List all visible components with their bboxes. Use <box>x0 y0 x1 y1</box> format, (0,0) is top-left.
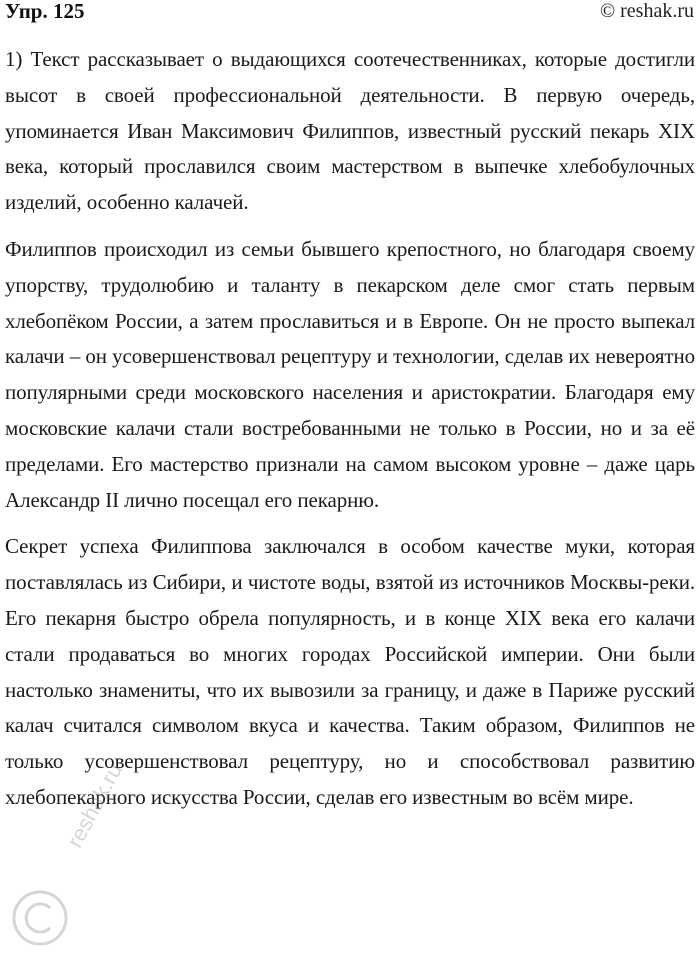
exercise-title: Упр. 125 <box>5 0 85 23</box>
paragraph-1: 1) Текст рассказывает о выдающихся соотечественниках, которые достигли высот в своей профессиональной деятельности. В первую очередь, упоминается Иван Максимович Филиппов, известный русский пекарь XIX века, который прославился своим мастерством в выпечке хлебобулочных изделий, особенно калачей. <box>5 47 695 215</box>
copyright-watermark-icon <box>2 800 182 960</box>
paragraph-3: Секрет успеха Филиппова заключался в особом качестве муки, которая поставлялась из Сибири, и чистоте воды, взятой из источников Москвы-реки. Его пекарня быстро обрела популярность, и в конце XIX века его калачи стали продаваться во многих городах Российской империи. Они были настолько знамениты, что их вывозили за границу, и даже в Париже русский калач считался символом вкуса и качества. Таким образом, Филиппов не только усовершенствовал рецептуру, но и способствовал развитию хлебопекарного искусства России, сделав его известным во всём мире. <box>5 534 695 809</box>
site-credit: © reshak.ru <box>599 0 694 22</box>
paragraph-2: Филиппов происходил из семьи бывшего крепостного, но благодаря своему упорству, трудолюбию и таланту в пекарском деле смог стать первым хлебопёком России, а затем прославиться и в Европе. Он не просто выпекал калачи – он усовершенствовал рецептуру и технологии, сделав их невероятно популярными среди московского населения и аристократии. Благодаря ему московские калачи стали востребованными не только в России, но и за её пределами. Его мастерство признали на самом высоком уровне – даже царь Александр II лично посещал его пекарню. <box>5 236 695 512</box>
watermark-text: reshak.ru <box>62 759 128 852</box>
answer-text <box>5 42 695 816</box>
page-header <box>5 0 694 24</box>
watermark <box>2 759 182 960</box>
